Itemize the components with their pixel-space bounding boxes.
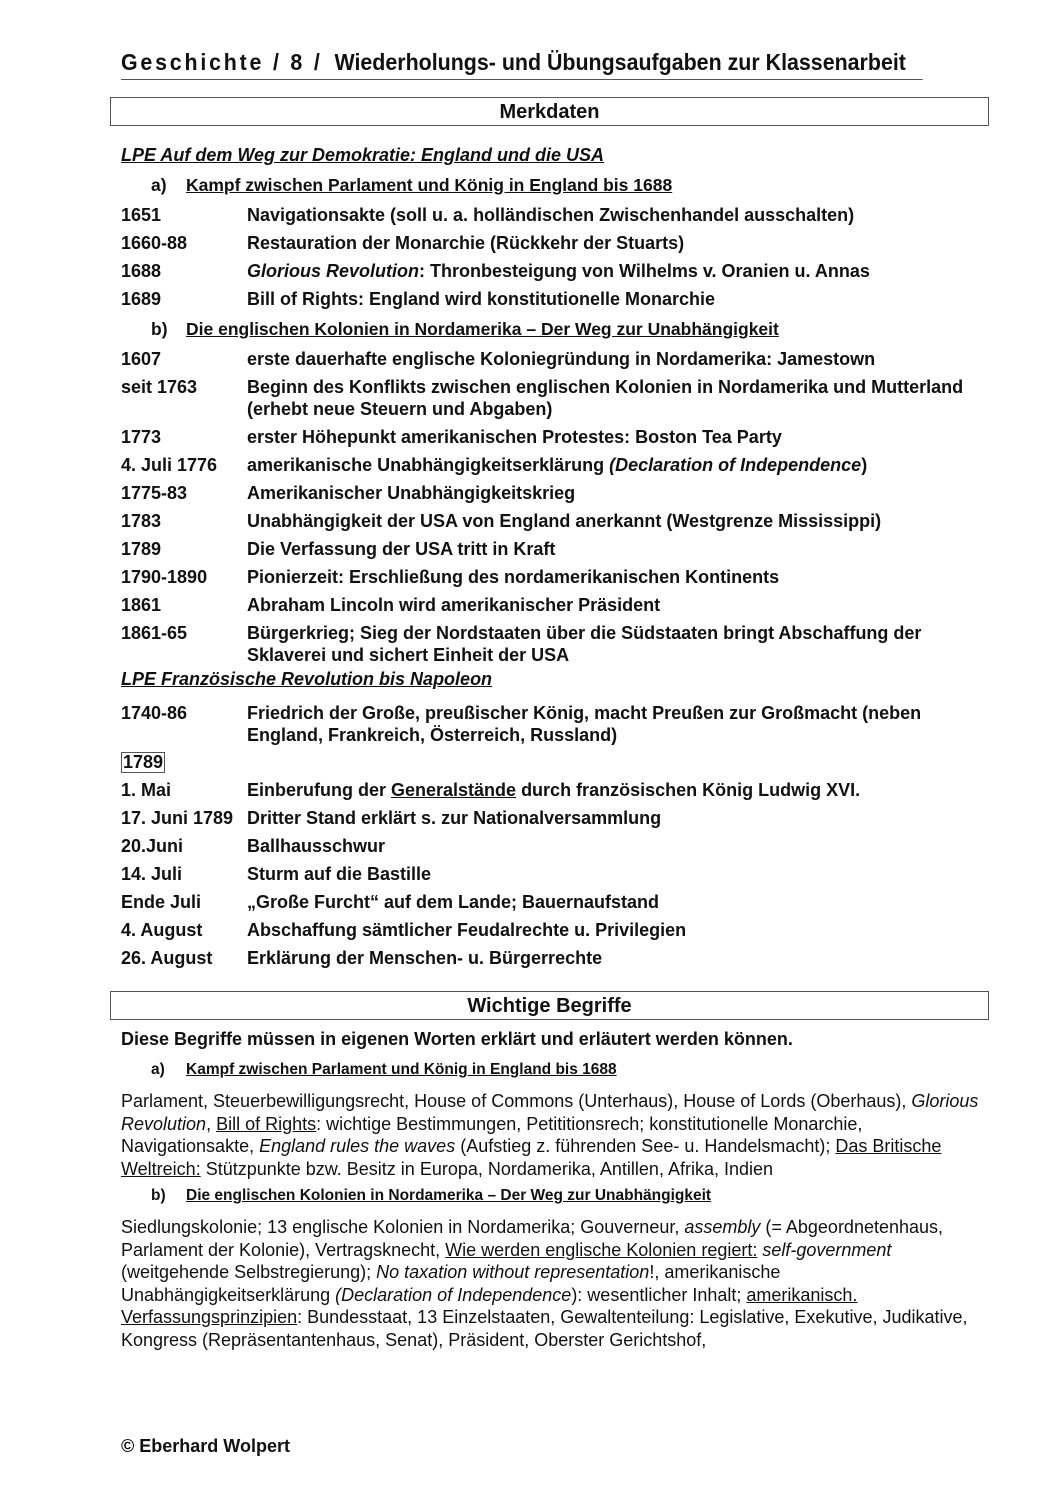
date: 1660-88: [121, 233, 188, 253]
text: ,: [206, 1113, 217, 1134]
date-row: [121, 204, 983, 226]
date-row: [121, 482, 983, 504]
italic-term: Glorious Revolution: [121, 1091, 979, 1134]
text: Siedlungskolonie; 13 englische Kolonien in Nordamerika; Gouverneur,: [121, 1217, 685, 1237]
event: Abraham Lincoln wird amerikanischer Präsident: [247, 595, 661, 615]
event: Beginn des Konflikts zwischen englischen Kolonien in Nordamerika und Mutterland (erhebt neue Steuern und Abgaben): [247, 377, 964, 419]
date-row: [121, 594, 983, 616]
date-row: [121, 863, 983, 885]
event: erste dauerhafte englische Koloniegründung in Nordamerika: Jamestown: [247, 349, 876, 369]
underlined-term: amerikanisch. Verfassungsprinzipien: [121, 1284, 858, 1327]
date-row: [121, 807, 983, 829]
event: Dritter Stand erklärt s. zur Nationalversammlung: [247, 808, 662, 828]
date-row: [121, 426, 983, 448]
event: [247, 454, 983, 476]
event: Amerikanischer Unabhängigkeitskrieg: [247, 483, 576, 503]
italic-term: self-government: [762, 1239, 892, 1260]
title-subject: Geschichte / 8 /: [121, 49, 323, 75]
event-italic: (Declaration of Independence: [609, 455, 862, 475]
event: Restauration der Monarchie (Rückkehr der Stuarts): [247, 233, 685, 253]
event: Erklärung der Menschen- u. Bürgerrechte: [247, 948, 603, 968]
date-row: [121, 376, 983, 420]
subsection-letter: a): [151, 1061, 165, 1078]
event-italic: Glorious Revolution: [247, 261, 420, 281]
event: [247, 779, 983, 801]
subsection-title: Die englischen Kolonien in Nordamerika – Der Weg zur Unabhängigkeit: [186, 319, 779, 339]
date: 1688: [121, 261, 162, 281]
event-text: amerikanische Unabhängigkeitserklärung: [247, 455, 610, 475]
text: Parlament, Steuerbewilligungsrecht, House of Commons (Unterhaus), House of Lords (Oberhaus),: [121, 1091, 912, 1111]
date: Ende Juli: [121, 892, 202, 912]
dates-list-french: [121, 702, 983, 969]
underlined-term: Das Britische Weltreich:: [121, 1136, 942, 1179]
event-text-post: durch französischen König Ludwig XVI.: [516, 780, 861, 800]
date: 26. August: [121, 948, 213, 968]
text: (Aufstieg z. führenden See- u. Handelsmacht);: [455, 1136, 836, 1156]
title-topic: Wiederholungs- und Übungsaufgaben zur Klassenarbeit: [334, 49, 906, 75]
date: 1. Mai: [121, 780, 172, 800]
event: Abschaffung sämtlicher Feudalrechte u. Privilegien: [247, 920, 687, 940]
text: ): wesentlicher Inhalt;: [571, 1284, 747, 1305]
date: 1607: [121, 349, 162, 369]
text: !, amerikanische Unabhängigkeitserklärung: [121, 1262, 781, 1305]
lpe-heading-french-revolution: LPE Französische Revolution bis Napoleon: [121, 669, 493, 689]
event: Bürgerkrieg; Sieg der Nordstaaten über die Südstaaten bringt Abschaffung der Sklaverei und sichert Einheit der USA: [247, 623, 922, 665]
begriffe-heading: Wichtige Begriffe: [110, 991, 989, 1020]
date: 1651: [121, 205, 162, 225]
event-end: ): [861, 455, 868, 475]
begriffe-subsection-a-heading: [151, 1060, 983, 1080]
date-row: [121, 947, 983, 969]
dates-list-b: [121, 348, 983, 666]
date-row: [121, 232, 983, 254]
text: : wichtige Bestimmungen, Petititionsrech; konstitutionelle Monarchie, Navigationsakte,: [121, 1113, 863, 1156]
date-row: [121, 891, 983, 913]
subsection-letter: b): [151, 1187, 166, 1204]
text: Stützpunkte bzw. Besitz in Europa, Nordamerika, Antillen, Afrika, Indien: [200, 1158, 774, 1179]
event: Unabhängigkeit der USA von England anerkannt (Westgrenze Mississippi): [247, 511, 882, 531]
year-box: 1789: [123, 752, 164, 772]
event: Ballhausschwur: [247, 836, 386, 856]
begriffe-intro: Diese Begriffe müssen in eigenen Worten erklärt und erläutert werden können.: [121, 1029, 793, 1049]
event: Pionierzeit: Erschließung des nordamerikanischen Kontinents: [247, 567, 780, 587]
date-row: [121, 566, 983, 588]
subsection-title: Die englischen Kolonien in Nordamerika – Der Weg zur Unabhängigkeit: [186, 1187, 712, 1204]
date-row: [121, 622, 983, 666]
date: 4. August: [121, 920, 203, 940]
date-row: [121, 510, 983, 532]
page-title: [121, 48, 923, 80]
underlined-term: Wie werden englische Kolonien regiert:: [445, 1239, 758, 1260]
subsection-title: Kampf zwischen Parlament und König in England bis 1688: [186, 1061, 617, 1078]
dates-list-a: [121, 204, 983, 310]
event: Bill of Rights: England wird konstitutionelle Monarchie: [247, 289, 716, 309]
date: 17. Juni 1789: [121, 808, 234, 828]
event: Die Verfassung der USA tritt in Kraft: [247, 539, 556, 559]
subsection-letter: b): [151, 319, 168, 339]
date: 1783: [121, 511, 162, 531]
text: (weitgehende Selbstregierung);: [121, 1262, 377, 1282]
event-text: Einberufung der: [247, 780, 391, 800]
event: Sturm auf die Bastille: [247, 864, 432, 884]
italic-term: No taxation without representation: [376, 1262, 650, 1282]
italic-term: (Declaration of Independence: [335, 1284, 572, 1305]
date: 4. Juli 1776: [121, 455, 218, 475]
date-row: [121, 348, 983, 370]
subsection-title: Kampf zwischen Parlament und König in England bis 1688: [186, 175, 673, 195]
subsection-b-heading: [151, 318, 983, 340]
subsection-letter: a): [151, 175, 167, 195]
date: seit 1763: [121, 377, 198, 397]
document-page: [121, 48, 983, 1351]
date-row: [121, 835, 983, 857]
italic-term: England rules the waves: [259, 1136, 456, 1156]
date: 1861-65: [121, 623, 188, 643]
text: : Bundesstaat, 13 Einzelstaaten, Gewaltenteilung: Legislative, Exekutive, Judikative, Kongress (Repräsentantenhaus, Senat), Präsident, Oberster Gerichtshof,: [121, 1307, 968, 1350]
event-underlined: Generalstände: [391, 780, 517, 800]
date: 1790-1890: [121, 567, 208, 587]
date: 1740-86: [121, 703, 188, 723]
event: Navigationsakte (soll u. a. holländischen Zwischenhandel ausschalten): [247, 205, 855, 225]
event: „Große Furcht“ auf dem Lande; Bauernaufstand: [247, 892, 660, 912]
date: 1775-83: [121, 483, 188, 503]
date-row: [121, 538, 983, 560]
merkdaten-heading: Merkdaten: [110, 97, 989, 126]
subsection-a-heading: [151, 174, 983, 196]
begriffe-paragraph-a: [121, 1090, 983, 1180]
event: erster Höhepunkt amerikanischen Protestes: Boston Tea Party: [247, 427, 782, 447]
date: 1773: [121, 427, 162, 447]
date: 1861: [121, 595, 162, 615]
italic-term: assembly: [684, 1217, 761, 1237]
underlined-term: Bill of Rights: [216, 1113, 317, 1134]
copyright-footer: © Eberhard Wolpert: [121, 1436, 290, 1456]
date: 1689: [121, 289, 162, 309]
lpe-heading-democracy: LPE Auf dem Weg zur Demokratie: England und die USA: [121, 145, 605, 165]
event: Friedrich der Große, preußischer König, macht Preußen zur Großmacht (neben England, Frankreich, Österreich, Russland): [247, 703, 922, 745]
date-row: [121, 454, 983, 476]
begriffe-subsection-b-heading: [151, 1186, 983, 1206]
date: 14. Juli: [121, 864, 183, 884]
date-row: [121, 779, 983, 801]
date-row: [121, 702, 983, 746]
begriffe-paragraph-b: [121, 1216, 983, 1351]
date: 1789: [121, 539, 162, 559]
year-box-row: [121, 752, 983, 773]
date-row: [121, 919, 983, 941]
event-rest: : Thronbesteigung von Wilhelms v. Oranien u. Annas: [419, 261, 870, 281]
text: (= Abgeordnetenhaus, Parlament der Kolonie), Vertragsknecht,: [121, 1217, 944, 1260]
date: 20.Juni: [121, 836, 184, 856]
event: [247, 260, 983, 282]
date-row: [121, 260, 983, 282]
date-row: [121, 288, 983, 310]
